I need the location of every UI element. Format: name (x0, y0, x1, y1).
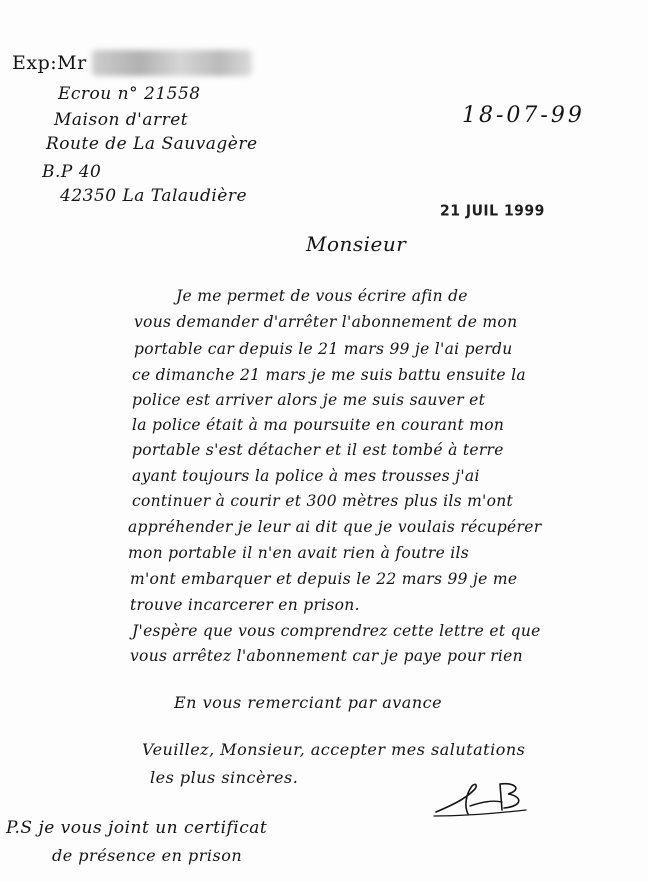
body-line: la police était à ma poursuite en courant mon (132, 416, 505, 434)
body-line: Je me permet de vous écrire afin de (176, 287, 468, 305)
body-line: portable car depuis le 21 mars 99 je l'ai perdu (134, 340, 513, 358)
body-line: continuer à courir et 300 mètres plus ils m'ont (132, 492, 514, 510)
body-line: police est arriver alors je me suis sauver et (132, 391, 486, 409)
sender-institution: Maison d'arret (54, 110, 189, 130)
body-line: mon portable il n'en avait rien à foutre ils (128, 544, 470, 562)
body-line: m'ont embarquer et depuis le 22 mars 99 je me (130, 570, 518, 588)
body-line: ce dimanche 21 mars je me suis battu ensuite la (132, 366, 526, 384)
body-line: ayant toujours la police à mes trousses j'ai (132, 467, 480, 485)
postscript-line-2: de présence en prison (52, 846, 243, 865)
closing-line-1: Veuillez, Monsieur, accepter mes salutations (142, 740, 526, 759)
letter-date: 18-07-99 (462, 103, 585, 128)
body-line: appréhender je leur ai dit que je voulais récupérer (128, 518, 542, 536)
sender-exp-prefix: Exp:Mr (12, 52, 87, 74)
received-date-stamp: 21 JUIL 1999 (440, 202, 545, 220)
closing-line-2: les plus sincères. (150, 768, 299, 787)
handwritten-signature (430, 776, 540, 824)
postscript-line-1: P.S je vous joint un certificat (6, 818, 268, 838)
sender-city: 42350 La Talaudière (60, 186, 248, 206)
salutation: Monsieur (306, 232, 407, 256)
redacted-sender-name (92, 50, 252, 76)
body-line: vous arrêtez l'abonnement car je paye pour rien (130, 647, 523, 665)
thanks-line: En vous remerciant par avance (174, 693, 443, 712)
sender-ecrou-number: Ecrou n° 21558 (58, 84, 201, 104)
body-line: J'espère que vous comprendrez cette lettre et que (132, 622, 541, 640)
body-line: trouve incarcerer en prison. (130, 596, 360, 614)
body-line: portable s'est détacher et il est tombé à terre (132, 441, 504, 459)
sender-po-box: B.P 40 (42, 162, 102, 182)
sender-street: Route de La Sauvagère (46, 134, 258, 154)
body-line: vous demander d'arrêter l'abonnement de mon (134, 313, 518, 331)
